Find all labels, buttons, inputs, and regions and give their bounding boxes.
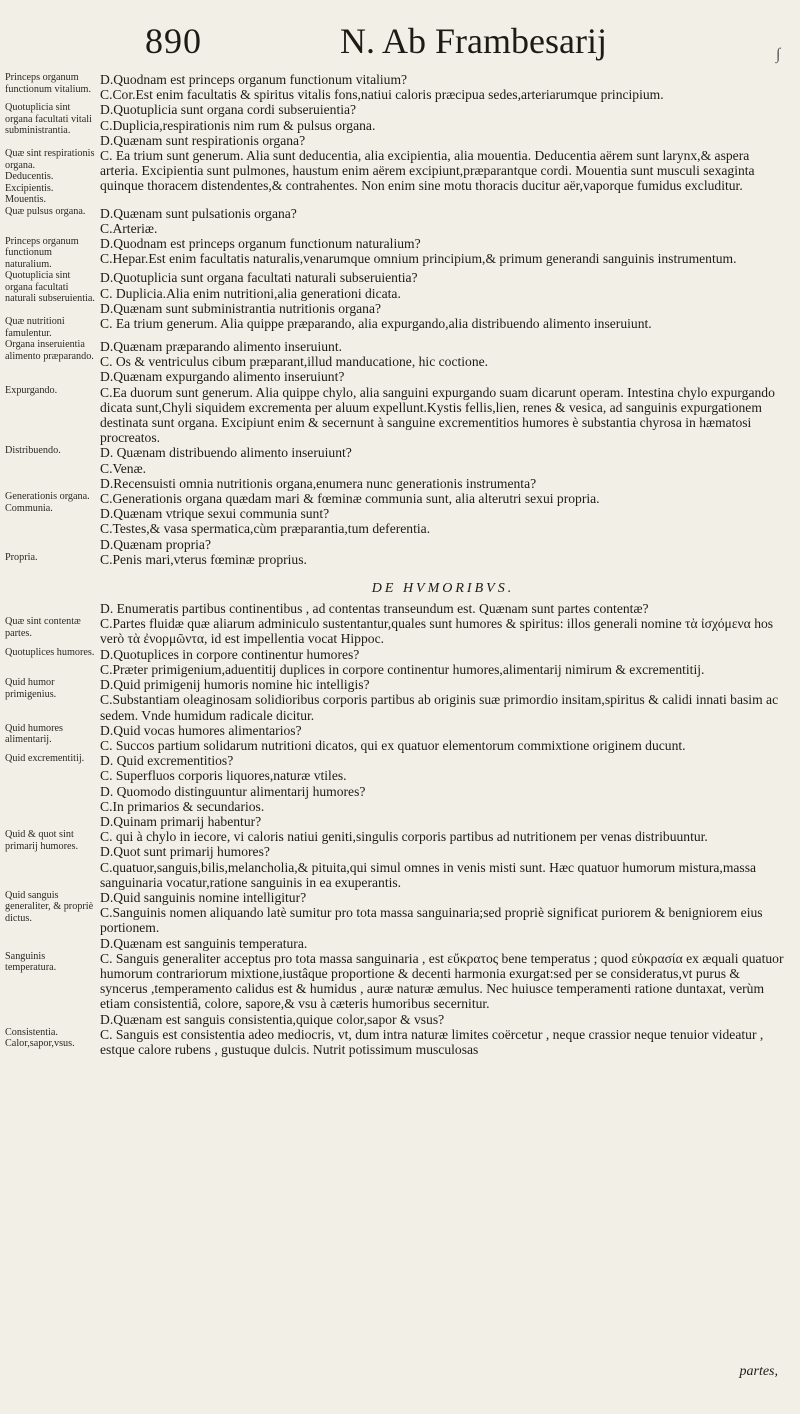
margin-note-line: Quotuplicia sint organa facultati vitali subministrantia. xyxy=(5,102,92,137)
margin-note xyxy=(0,491,98,514)
text-block xyxy=(0,1027,800,1057)
body-text xyxy=(98,236,788,266)
margin-note xyxy=(0,102,98,137)
margin-note xyxy=(0,890,98,925)
text-block xyxy=(0,385,800,446)
margin-note xyxy=(0,723,98,746)
text-block xyxy=(0,270,800,316)
margin-note xyxy=(0,829,98,852)
margin-note xyxy=(0,951,98,974)
body-text xyxy=(98,829,788,890)
text-block xyxy=(0,445,800,491)
margin-note xyxy=(0,647,98,659)
dialogue-line: C.Ea duorum sunt generum. Alia quippe chylo, alia sanguini expurgando suam dicarunt operam. Intestina chylo expurgando dicata sunt,Chyli siquidem excrementa per aluum expellunt.Kystis fellis,lien, renes & vesica, ad sanguinis expurgationem destinata sunt organa. Excipiunt enim & secernunt à sanguine excrementitios humores è substantia chyrosa in hæmatosi procreatos. xyxy=(100,384,775,446)
dialogue-line: C.Sanguinis nomen aliquando latè sumitur pro tota massa sanguinaria;sed propriè significat puriorem & benigniorem eius portionem. xyxy=(100,905,763,936)
margin-note-line: Quid & quot sint primarij humores. xyxy=(5,829,78,852)
dialogue-line: D.Recensuisti omnia nutritionis organa,enumera nunc generationis instrumenta? xyxy=(100,475,537,491)
text-block xyxy=(0,616,800,646)
margin-note xyxy=(0,385,98,397)
margin-note-line: Quid humores alimentarij. xyxy=(5,722,64,746)
dialogue-line: D.Quodnam est princeps organum functionum naturalium? xyxy=(100,235,421,251)
body-text xyxy=(98,445,788,491)
text-block xyxy=(0,723,800,753)
body-text xyxy=(98,890,788,951)
dialogue-line: C. Ea trium generum. Alia quippe præparando, alia expurgando,alia distribuendo alimento inseruiunt. xyxy=(100,316,652,332)
margin-note-line: Quæ pulsus organa. xyxy=(5,205,86,217)
text-block xyxy=(0,72,800,102)
body-text xyxy=(98,72,788,102)
body-text xyxy=(98,1027,788,1057)
dialogue-line: D.Quotuplicia sunt organa cordi subseruientia? xyxy=(100,102,357,118)
dialogue-line: D.Quænam sunt respirationis organa? xyxy=(100,132,306,148)
text-block xyxy=(0,753,800,829)
margin-note-line: Quæ nutritioni famulentur. xyxy=(5,316,65,339)
section-title: DE HVMORIBVS. xyxy=(371,581,515,597)
text-block xyxy=(0,677,800,723)
text-block xyxy=(0,552,800,567)
dialogue-line: C.Cor.Est enim facultatis & spiritus vitalis fons,natiui caloris præcipua sedes,arteriarumque principium. xyxy=(100,87,664,103)
dialogue-line: C.Venæ. xyxy=(100,460,147,476)
margin-note-line: Quid excrementitij. xyxy=(5,753,85,765)
dialogue-line: D. Quid excrementitios? xyxy=(100,753,234,769)
body-text xyxy=(98,753,788,829)
margin-note-line: Generationis organa. xyxy=(5,491,90,503)
margin-note-line: Princeps organum functionum naturalium. xyxy=(5,235,79,270)
margin-note xyxy=(0,72,98,95)
margin-note xyxy=(0,616,98,639)
dialogue-line: D.Quænam propria? xyxy=(100,536,211,552)
body-text xyxy=(98,491,788,552)
page-header xyxy=(0,20,800,70)
dialogue-line: C. Ea trium sunt generum. Alia sunt deducentia, alia excipientia, alia mouentia. Deducentia aërem sunt larynx,& aspera arteria. Excipientia sunt pulmones, haustum enim aërem excipiunt,præparantque cordi. Mouentia sunt musculi sexaginta quinque thoracem distendentes,& contrahentes. Non enim sine motu thoracis ducitur aër,vaporque fumidus excluditur. xyxy=(100,148,755,194)
margin-note-line: Quotuplices humores. xyxy=(5,646,95,658)
dialogue-line: C. Succos partium solidarum nutritioni dicatos, qui ex quatuor elementorum commixtione originem ducunt. xyxy=(100,737,686,753)
margin-note xyxy=(0,552,98,564)
dialogue-line: D.Quænam sunt pulsationis organa? xyxy=(100,205,297,221)
body-text xyxy=(98,677,788,723)
corner-mark: ∫ xyxy=(776,46,781,63)
text-block xyxy=(0,316,800,339)
dialogue-line: C.Arteriæ. xyxy=(100,220,158,236)
margin-note-line: Quotuplicia sint organa facultati naturali subseruientia. xyxy=(5,270,95,305)
text-block xyxy=(0,890,800,951)
margin-note-line: Calor,sapor,vsus. xyxy=(5,1038,75,1050)
margin-note-line: Mouentis. xyxy=(5,194,47,206)
margin-note xyxy=(0,270,98,305)
margin-note xyxy=(0,677,98,700)
text-block xyxy=(0,148,800,206)
dialogue-line: D. Quomodo distinguuntur alimentarij humores? xyxy=(100,783,366,799)
margin-note xyxy=(0,148,98,206)
dialogue-line: D.Quid sanguinis nomine intelligitur? xyxy=(100,889,307,905)
dialogue-line: C. Sanguis est consistentia adeo mediocris, vt, dum intra naturæ limites coërcetur , neque crassior neque tenuior videatur , estque calore rubens , gustuque dulcis. Nutrit potissimum musculosas xyxy=(100,1026,764,1057)
body-text xyxy=(98,647,788,677)
margin-note-line: Consistentia. xyxy=(5,1026,58,1038)
margin-note-line: Organa inseruientia alimento præparando. xyxy=(5,339,94,362)
margin-note xyxy=(0,339,98,362)
dialogue-line: D.Quodnam est princeps organum functionum vitalium? xyxy=(100,72,408,87)
body-text xyxy=(98,148,788,194)
margin-note-line: Excipientis. xyxy=(5,182,54,194)
body-text xyxy=(98,339,788,385)
dialogue-line: C.Duplicia,respirationis nim rum & pulsus organa. xyxy=(100,117,376,133)
body-text xyxy=(98,552,788,567)
dialogue-line: D.Quotuplicia sunt organa facultati naturali subseruientia? xyxy=(100,270,418,286)
body-text xyxy=(98,601,788,616)
text-block xyxy=(0,206,800,236)
dialogue-line: C.Testes,& vasa spermatica,cùm præparantia,tum deferentia. xyxy=(100,521,431,537)
dialogue-line: C. Superfluos corporis liquores,naturæ vtiles. xyxy=(100,768,347,784)
dialogue-line: C.Partes fluidæ quæ aliarum adminiculo sustentantur,quales sunt humores & spiritus: illos generali nomine τὰ ἰσχόμενα hos verò τὰ ἐνορμῶντα, id est impellentia vocat Hippoc. xyxy=(100,616,774,647)
text-block xyxy=(0,647,800,677)
dialogue-line: D.Quotuplices in corpore continentur humores? xyxy=(100,646,360,662)
body-text xyxy=(98,206,788,236)
text-block xyxy=(0,601,800,616)
dialogue-line: C. Duplicia.Alia enim nutritioni,alia generationi dicata. xyxy=(100,285,401,301)
dialogue-line: C.In primarios & secundarios. xyxy=(100,798,265,814)
margin-note xyxy=(0,1027,98,1050)
dialogue-line: C.Penis mari,vterus fœminæ proprius. xyxy=(100,551,307,567)
margin-note-line: Quæ sint respirationis organa. xyxy=(5,148,95,171)
margin-note xyxy=(0,445,98,457)
text-block xyxy=(0,236,800,271)
text-block xyxy=(0,491,800,552)
dialogue-line: D.Quænam præparando alimento inseruiunt. xyxy=(100,339,342,355)
margin-note-line: Propria. xyxy=(5,551,38,563)
dialogue-line: C. Os & ventriculus cibum præparant,illud manducatione, hic coctione. xyxy=(100,354,489,370)
text-block xyxy=(0,951,800,1027)
page-body xyxy=(0,72,800,1057)
margin-note xyxy=(0,753,98,765)
text-block xyxy=(0,102,800,148)
margin-note-line: Deducentis. xyxy=(5,171,54,183)
body-text xyxy=(98,723,788,753)
dialogue-line: D.Quid primigenij humoris nomine hic intelligis? xyxy=(100,677,370,693)
margin-note xyxy=(0,206,98,218)
margin-note-line: Princeps organum functionum vitalium. xyxy=(5,72,92,95)
dialogue-line: D.Quænam est sanguinis temperatura. xyxy=(100,935,308,951)
dialogue-line: C.Generationis organa quædam mari & fœminæ communia sunt, alia alterutri sexui propria. xyxy=(100,491,600,507)
margin-note-line: Quid sanguis generaliter, & propriè dictus. xyxy=(5,889,94,924)
dialogue-line: D.Quænam vtrique sexui communia sunt? xyxy=(100,506,330,522)
margin-note-line: Expurgando. xyxy=(5,384,58,396)
catchword: partes, xyxy=(739,1364,778,1379)
dialogue-line: D.Quænam expurgando alimento inseruiunt? xyxy=(100,369,345,385)
text-block xyxy=(0,829,800,890)
text-block xyxy=(0,339,800,385)
margin-note-line: Quæ sint contentæ partes. xyxy=(5,616,81,639)
margin-note-line: Quid humor primigenius. xyxy=(5,677,57,700)
dialogue-line: D.Quinam primarij habentur? xyxy=(100,813,262,829)
dialogue-line: D.Quænam sunt subministrantia nutritionis organa? xyxy=(100,300,382,316)
dialogue-line: C. Sanguis generaliter acceptus pro tota massa sanguinaria , est εὔκρατος bene temperatus ; quod εὐκρασία ex æquali quatuor humorum contrariorum mixtione,iustâque proportione & decenti harmonia exurgat:sed per se consideratus,vt purus & syncerus ,temperamento calidus est & humidus , auræ naturæ æmulus. Nec huiusce temperamenti ratione duntaxat, verùm etiam consistentiâ, colore, sapore,& vsu à cæteris humoribus secernitur. xyxy=(100,950,784,1012)
body-text xyxy=(98,616,788,646)
body-text xyxy=(98,102,788,148)
body-text xyxy=(98,385,788,446)
margin-note-line: Distribuendo. xyxy=(5,445,61,457)
margin-note xyxy=(0,236,98,271)
dialogue-line: C.Hepar.Est enim facultatis naturalis,venarumque omnium principium,& primum generandi sanguinis instrumentum. xyxy=(100,251,737,267)
margin-note-line: Sanguinis temperatura. xyxy=(5,950,57,974)
margin-note xyxy=(0,316,98,339)
running-title: N. Ab Frambesarij xyxy=(340,21,607,61)
body-text xyxy=(98,316,788,331)
body-text xyxy=(98,270,788,316)
dialogue-line: D.Quid vocas humores alimentarios? xyxy=(100,722,302,738)
dialogue-line: C.Substantiam oleaginosam solidioribus corporis partibus ab originis suæ primordio insitam,spiritus & calidi innati basim ac sedem. Vnde humidum radicale dicitur. xyxy=(100,692,779,723)
margin-note-line: Communia. xyxy=(5,502,53,514)
dialogue-line: D.Quænam est sanguis consistentia,quique color,sapor & vsus? xyxy=(100,1011,445,1027)
dialogue-line: C.Præter primigenium,aduentitij duplices in corpore continentur humores,alimentarij nimirum & excrementitij. xyxy=(100,661,705,677)
page-number: 890 xyxy=(145,21,202,61)
body-text xyxy=(98,951,788,1027)
dialogue-line: D. Quænam distribuendo alimento inseruiunt? xyxy=(100,445,352,461)
dialogue-line: D.Quot sunt primarij humores? xyxy=(100,844,270,860)
dialogue-line: D. Enumeratis partibus continentibus , ad contentas transeundum est. Quænam sunt partes contentæ? xyxy=(100,601,649,617)
dialogue-line: C. qui à chylo in iecore, vi caloris natiui geniti,singulis corporis partibus ad nutritionem per venas distribuuntur. xyxy=(100,829,708,845)
dialogue-line: C.quatuor,sanguis,bilis,melancholia,& pituita,qui simul omnes in venis misti sunt. Hæc quatuor humorum mistura,massa sanguinaria vocatur,ratione sanguinis in ea exuperantis. xyxy=(100,859,757,890)
